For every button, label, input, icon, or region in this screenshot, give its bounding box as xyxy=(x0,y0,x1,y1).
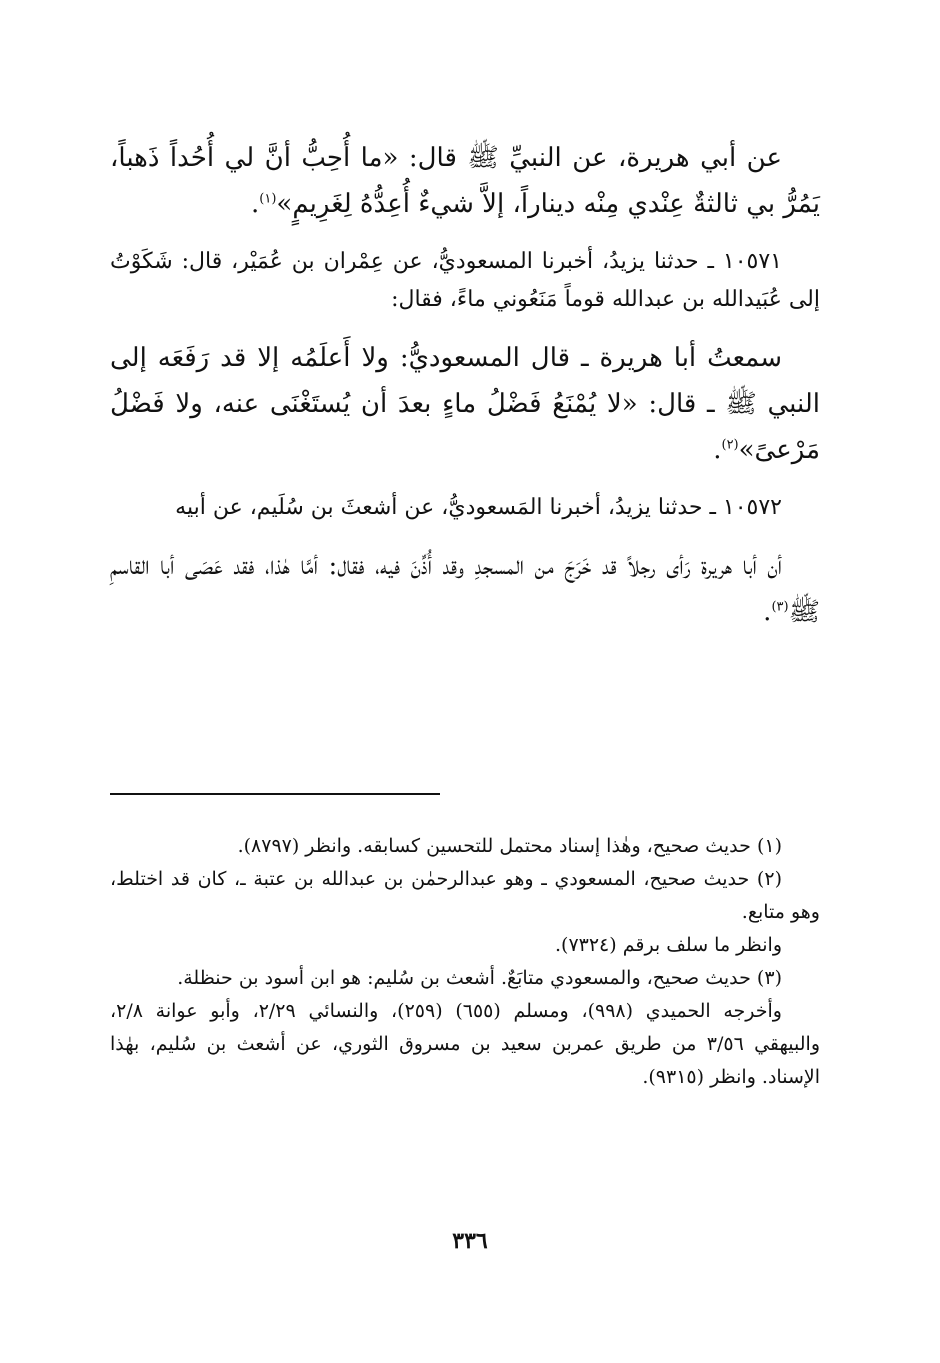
footnotes xyxy=(110,830,820,1094)
hadith-text-2: سمعتُ أبا هريرة ـ قال المسعوديُّ: ولا أَعلَمُه إلا قد رَفَعَه إلى النبي ﷺ ـ قال: «لا يُمْنَعُ فَضْلُ ماءٍ بعدَ أن يُستَغْنَى عنه، ولا فَضْلُ مَرْعىً»$^{(٢)}$. xyxy=(110,343,820,465)
footnote-1: (١) حديث صحيح، وهٰذا إسناد محتمل للتحسين كسابقه. وانظر (٨٧٩٧). xyxy=(237,835,782,857)
footnote-3-continued: وأخرجه الحميدي (٩٩٨)، ومسلم (٦٥٥) (٢٥٩)، والنسائي ٢/٢٩، وأبو عوانة ٢/٨، والبيهقي ٣/٥٦ من طريق عمربن سعيد بن مسروق الثوري، عن أشعث بن سُليم، بهٰذا الإسناد. وانظر (٩٣١٥). xyxy=(110,1000,820,1088)
hadith-isnad-10571: ١٠٥٧١ ـ حدثنا يزيدُ، أخبرنا المسعوديُّ، عن عِمْران بن عُمَيْر، قال: شَكَوْتُ إلى عُبَيدالله بن عبدالله قوماً مَنَعُوني ماءً، فقال: xyxy=(110,249,820,312)
hadith-text-3: أن أبا هريرة رَأى رجلاً قد خَرَجَ من المسجدِ وقد أُذِّنَ فيه، فقال: أمَّا هٰذا، فقد عَصَى أبا القاسمِ ﷺ$^{(٣)}$. xyxy=(110,551,820,627)
hadith-isnad-10572: ١٠٥٧٢ ـ حدثنا يزيدُ، أخبرنا المَسعوديُّ، عن أشعثَ بن سُلَيم، عن أبيه xyxy=(175,495,782,520)
footnote-3: (٣) حديث صحيح، والمسعودي متابَعٌ. أشعث بن سُليم: هو ابن أسود بن حنظلة. xyxy=(177,967,782,989)
footnote-2: (٢) حديث صحيح، المسعودي ـ وهو عبدالرحمٰن بن عبدالله بن عتبة ـ، كان قد اختلط، وهو متابع. xyxy=(110,868,820,923)
footnote-2-continued: وانظر ما سلف برقم (٧٣٢٤). xyxy=(554,934,782,956)
page-number: ٣٣٦ xyxy=(452,1228,488,1254)
footnote-ref-3: (٣) xyxy=(771,599,789,615)
footnote-ref-2: (٢) xyxy=(721,437,739,453)
main-text xyxy=(110,135,820,635)
footnote-divider xyxy=(110,793,440,795)
hadith-text-1: عن أبي هريرة، عن النبيِّ ﷺ قال: «ما أُحِبُّ أنَّ لي أُحُداً ذَهباً، يَمُرُّ بي ثالثةٌ عِنْدي مِنْه ديناراً، إلاَّ شيءٌ أُعِدُّهُ لِغَرِيمٍ»$^{(١)}$. xyxy=(110,143,820,219)
footnote-ref-1: (١) xyxy=(259,191,277,207)
